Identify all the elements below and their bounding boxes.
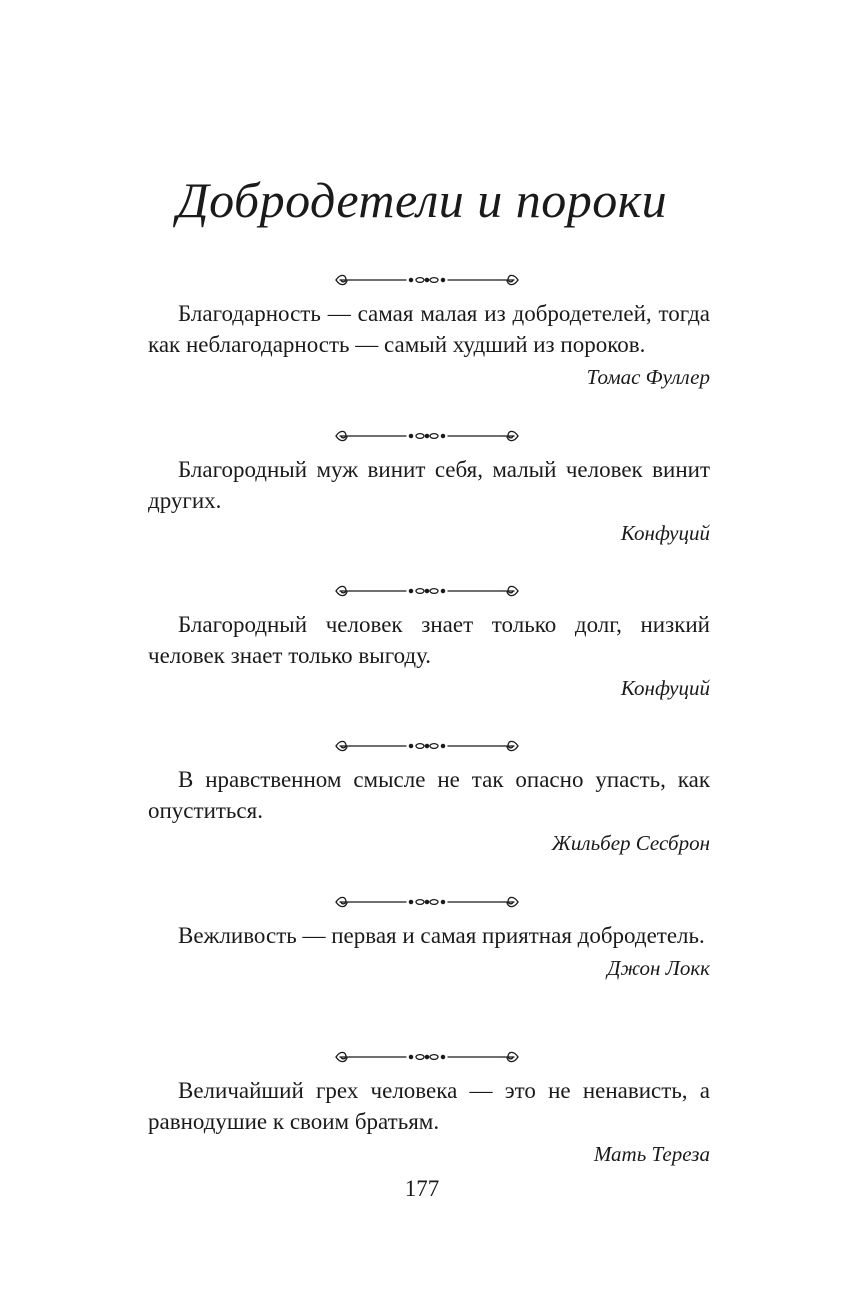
ornament-divider-icon <box>332 581 522 601</box>
quote-text: Величайший грех человека — это не ненависть, а равнодушие к своим братьям. <box>148 1078 710 1134</box>
quote-author: Джон Локк <box>607 956 710 980</box>
quote-entry <box>148 581 710 703</box>
quote-text: Благородный муж винит себя, малый человек винит других. <box>148 457 710 513</box>
quote-text: Вежливость — первая и самая приятная добродетель. <box>178 923 705 948</box>
quote-author: Мать Тереза <box>593 1142 710 1166</box>
quote-entry <box>148 892 710 983</box>
quote-entry <box>148 1047 710 1169</box>
quote-entry <box>148 426 710 548</box>
ornament-divider-icon <box>332 1047 522 1067</box>
quote-author: Конфуций <box>620 521 710 545</box>
quote-entry <box>148 270 710 392</box>
ornament-divider-icon <box>332 736 522 756</box>
quote-author: Томас Фуллер <box>586 365 710 389</box>
quote-author: Конфуций <box>620 676 710 700</box>
quote-text: Благодарность — самая малая из добродетелей, тогда как неблагодарность — самый худший из пороков. <box>148 301 710 357</box>
page-title: Добродетели и пороки <box>176 172 668 228</box>
ornament-divider-icon <box>332 270 522 290</box>
quote-text: В нравственном смысле не так опасно упасть, как опуститься. <box>148 767 710 823</box>
quote-text: Благородный человек знает только долг, низкий человек знает только выгоду. <box>148 612 710 668</box>
quote-author: Жильбер Сесброн <box>551 831 710 855</box>
ornament-divider-icon <box>332 892 522 912</box>
ornament-divider-icon <box>332 426 522 446</box>
page-number: 177 <box>404 1176 440 1201</box>
quote-entry <box>148 736 710 858</box>
